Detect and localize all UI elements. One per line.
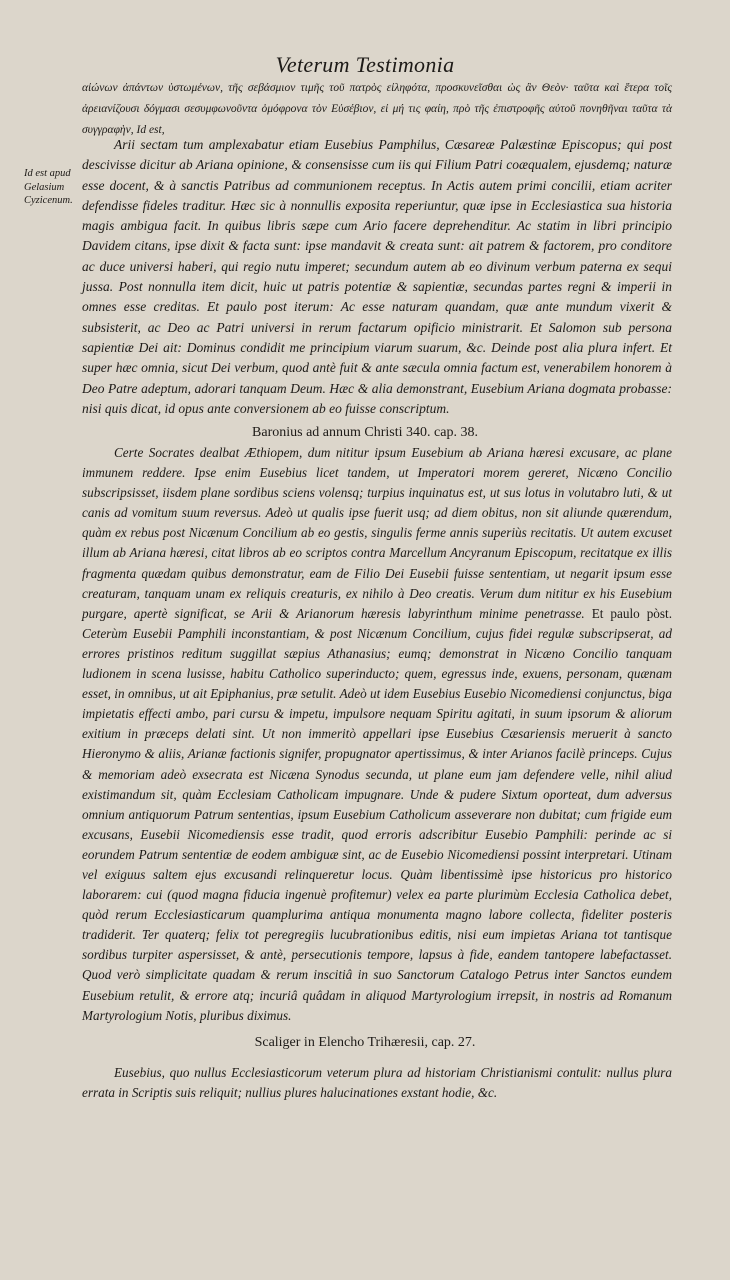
- arii-text: Arii sectam tum amplexabatur etiam Eusebius Pamphilus, Cæsareæ Palæstinæ Episcopus; qui post descivisse dicitur ab Ariana opinione, & consensisse cum iis qui Filium Patri coæqualem, ejusdemq; naturæ esse docent, & à sanctis Patribus ad communionem receptus. In Actis autem primi concilii, etiam acriter defendisse fideles traditur. Hæc sic à nonnullis exposita reperiuntur, quæ ipse in Ecclesiastica sua historia magis ambigua facit. In quibus libris sæpe cum Ario facere deprehenditur. Ac statim in libri principio Davidem citans, ipse dixit & facta sunt: ipse mandavit & creata sunt: ait patrem & factorem, pro conditore ac duce universi haberi, qui regio nutu imperet; secundum autem ab eo divinum verbum paterna ex sequi jussa. Post nonnulla item dicit, huic ut patris potentiæ & sapientiæ, secundas partes regni & imperii in omnes esse creditas. Et paulo post iterum: Ac esse naturam quandam, quæ ante mundum vixerit & subsisterit, ac Deo ac Patri universi in rerum factarum opificio ministrarit. Et Salomon sub persona sapientiæ Dei ait: Dominus condidit me principium viarum suarum, &c. Deinde post alia plura infert. Et super hæc omnia, sicut Dei verbum, quod antè fuit & ante sæcula omnia factum est, venerabilem honorem à Deo Patre adeptum, adorari tanquam Deum. Hæc & alia demonstrant, Eusebium Ariana dogmata probasse: nisi quis dicat, id opus ante conversionem ab eo fuisse conscriptum.: [82, 137, 672, 416]
- scaliger-heading: Scaliger in Elencho Trihæresii, cap. 27.: [254, 1035, 476, 1050]
- scaliger-text: Eusebius, quo nullus Ecclesiasticorum veterum plura ad historiam Christianismi contulit: nullus plura errata in Scriptis suis reliquit; nullius plures halucinationes exstant hodie, &c.: [82, 1065, 672, 1100]
- margin-note: Id est apud Gelasium Cyzicenum.: [24, 168, 73, 206]
- greek-text: αἰώνων ἀπάντων ὑστωμένων, τῆς σεβάσμιον τιμῆς τοῦ πατρὸς εἰληφότα, προσκυνεῖσθαι ὡς ἂν Θεὸν· ταῦτα καὶ ἕτερα τοῖς ἀρειανίζουσι δόγμασι σεσυμφωνοῦντα ὁμόφρονα τὸν Εὐσέβιον, εἰ μή τις φαίη, πρὸ τῆς ἐπιστροφῆς αὐτοῦ πονηθῆναι ταῦτα τὰ συγγραφὴν, Id est,: [82, 82, 672, 136]
- baronius-passage: [82, 443, 672, 1026]
- arii-passage: [82, 135, 672, 419]
- baronius-heading: Baronius ad annum Christi 340. cap. 38.: [252, 425, 478, 440]
- baronius-text-2: Ceterùm Eusebii Pamphili inconstantiam, & post Nicænum Concilium, cujus fidei regulæ subscripserat, ad errores pristinos reditum suggillat sæpius Athanasius; eumq; demonstrat in Nicæno Concilio tanquam ludionem in scena lusisse, habitu Catholico superinducto; quem, egressus inde, exuens, personam, quænam esset, in omnibus, ut ait Epiphanius, præ setulit. Adeò ut idem Eusebius Eusebio Nicomediensi conjunctus, biga impietatis effecti ambo, pari cursu & impetu, impulsore nequam Spiritu agitati, in suum ipsorum & aliorum exitium in præceps delati sint. Ut non immeritò appellari ipse Eusebius Cæsariensis meruerit à sancto Hieronymo & aliis, Arianæ factionis signifer, propugnator apertissimus, & inter Arianos facilè princeps. Cujus & memoriam adeò exsecrata est Nicæna Synodus secunda, ut plane eum jam defendere velle, nihil aliud existimandum sit, quàm Ecclesiam Catholicam impugnare. Unde & pudere Sixtum oporteat, dum adversus omnium antiquorum Patrum sententias, ipsum Eusebium Catholicum asseverare non dubitat; cum frigide eum excusans, Eusebii Nicomediensis esse tradit, quod erroris adscribitur Eusebio Pamphili: perinde ac si eorundem Patrum sententiæ de eodem ambiguæ sint, ac de Eusebio Nicomediensi possint interpretari. Utinam vel exiguus saltem ejus excusandi relinqueretur locus. Quàm libentissimè ipse historicus pro historico laborarem: cui (quod magna fiducia ingenuè profitemur) velex ea parte plurimùm Ecclesia Catholica debet, quòd rerum Ecclesiasticarum quamplurima antiqua monumenta magno labore collecta, fideliter posteris tradiderit. Ter quaterq; felix tot peregregiis lucubrationibus editis, nisi eum impietas Ariana tot tantisque sordibus turpiter aspersisset, & antè, persecutionis tempore, lapsus à fide, eandem tantopere labefactasset. Quod verò simplicitate quadam & rerum inscitiâ in suo Sanctorum Catalogo Petrus inter Sanctos eundem Eusebium retulit, & errore atq; incuriâ quâdam in aliquod Martyrologium irrepsit, in nostris ad Romanum Martyrologium Notis, pluribus diximus.: [82, 625, 672, 1023]
- baronius-text-1: Certe Socrates dealbat Æthiopem, dum nititur ipsum Eusebium ab Ariana hæresi excusare, ac plane immunem reddere. Ipse enim Eusebius licet tandem, ut Imperatori morem gereret, Nicæno Concilio subscripsisset, iisdem plane sordibus sciens volensq; turpius inquinatus est, ut sus lotus in volutabro luti, & ut canis ad vomitum suum reversus. Adeò ut qualis ipse fuerit usq; ad diem obitus, non sit aliunde quærendum, quàm ex rebus post Nicænum Concilium ab eo gestis, singulis ferme annis superiùs recitatis. Ut autem excuset illum ab Ariana hæresi, citat libros ab eo scriptos contra Marcellum Ancyranum Episcopum, recitatque ex illis fragmenta quædam quibus demonstratur, eam de Filio Dei Eusebii fuisse sententiam, ut negarit ipsum esse creaturam, tanquam unam ex reliquis creaturis, ex nihilo à Deo creatis. Verum dum nititur ex his Eusebium purgare, apertè significat, se Arii & Arianorum hæresis labyrinthum minime penetrasse.: [82, 445, 672, 621]
- baronius-transition: Et paulo pòst.: [591, 605, 672, 621]
- baronius-paragraph: [82, 443, 672, 1026]
- page-header: Veterum Testimonia: [275, 52, 455, 77]
- scaliger-passage: [82, 1063, 672, 1103]
- greek-passage: [82, 78, 672, 141]
